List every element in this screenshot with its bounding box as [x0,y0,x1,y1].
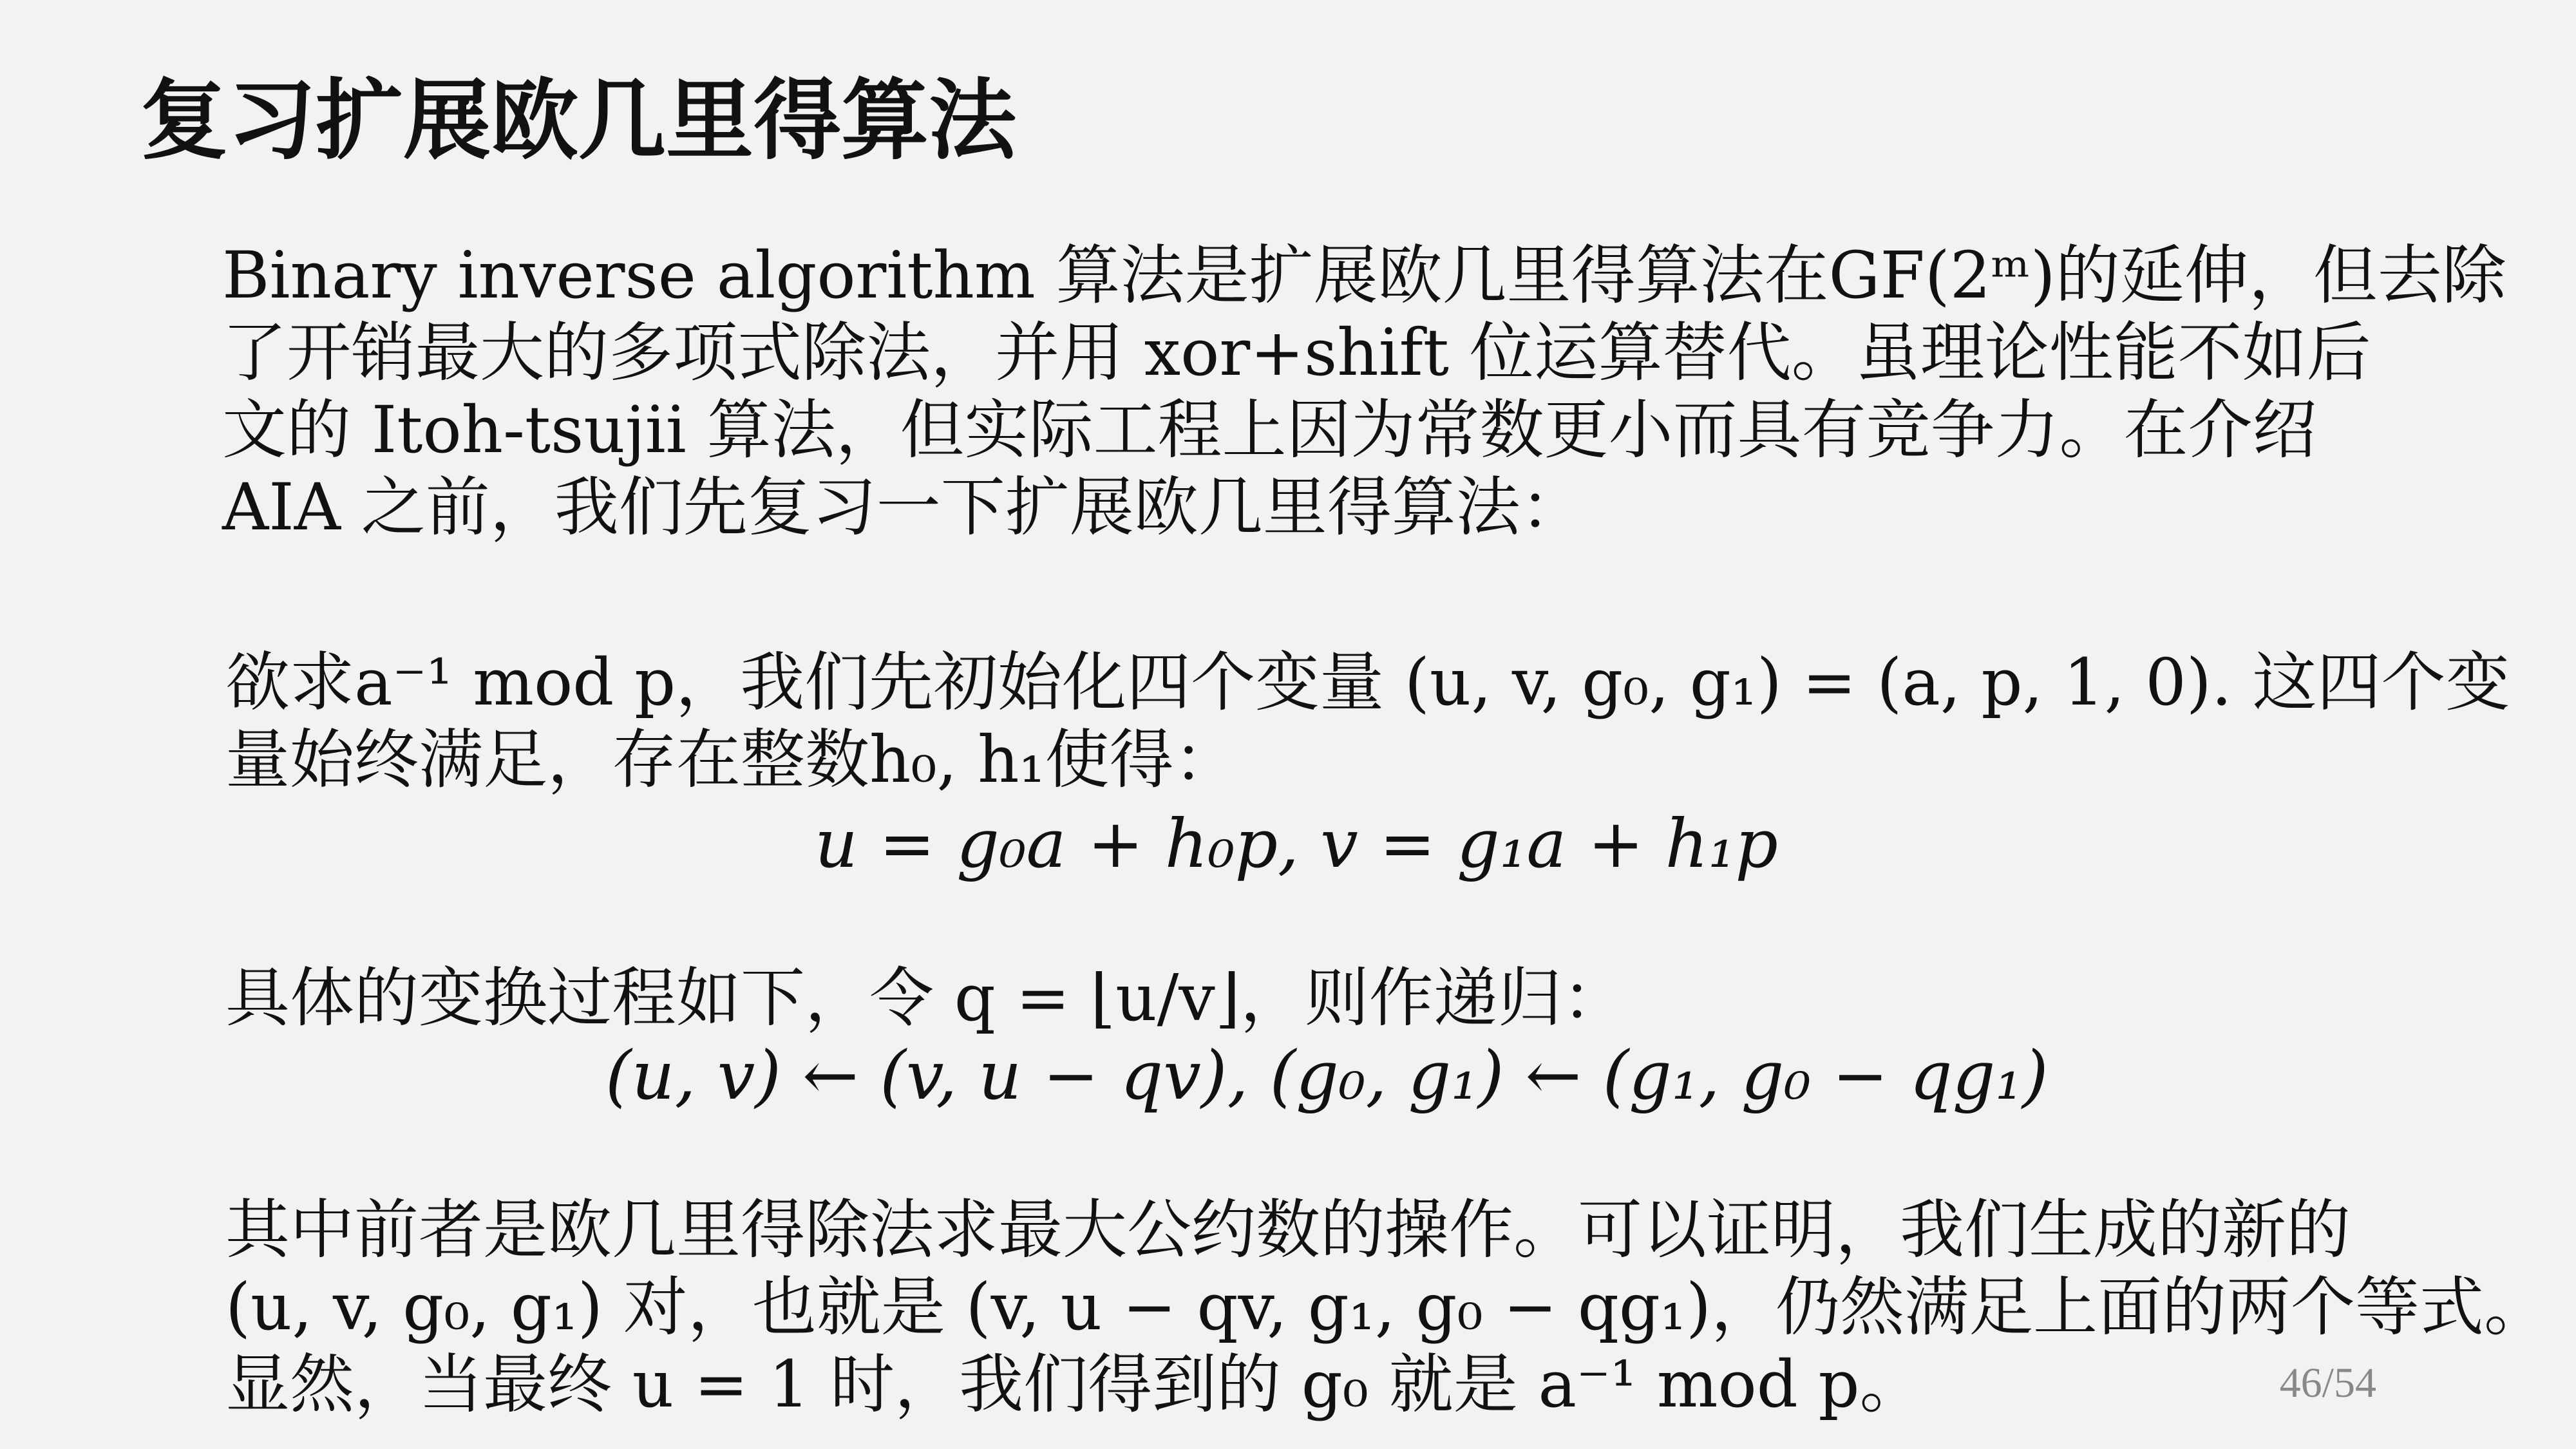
intro-paragraph [222,237,2506,546]
intro-line: 文的 Itoh-tsujii 算法，但实际工程上因为常数更小而具有竞争力。在介绍 [222,392,2317,468]
intro-line: Binary inverse algorithm 算法是扩展欧几里得算法在GF(2ᵐ)的延伸，但去除 [222,238,2506,313]
setup-line: 欲求a⁻¹ mod p，我们先初始化四个变量 (u, v, g₀, g₁) = (a, p, 1, 0). 这四个变 [225,645,2510,720]
intro-line: 了开销最大的多项式除法，并用 xor+shift 位运算替代。虽理论性能不如后 [222,315,2371,390]
invariant-equation: u = g₀a + h₀p, v = g₁a + h₁p [815,804,1778,883]
recursion-equation: (u, v) ← (v, u − qv), (g₀, g₁) ← (g₁, g₀ − qg₁) [605,1036,2049,1115]
conclusion-paragraph [225,1191,2548,1423]
page-number: 46/54 [2279,1359,2376,1406]
recursion-paragraph [225,960,1627,1037]
conclusion-line: (u, v, g₀, g₁) 对，也就是 (v, u − qv, g₁, g₀ − qg₁)，仍然满足上面的两个等式。 [225,1269,2549,1345]
setup-line: 量始终满足，存在整数h₀, h₁使得： [225,722,1238,797]
recursion-intro: 具体的变换过程如下，令 q = ⌊u/v⌋，则作递归： [225,960,1627,1036]
intro-line: AIA 之前，我们先复习一下扩展欧几里得算法： [222,469,1585,545]
setup-paragraph [225,644,2510,799]
slide-title: 复习扩展欧几里得算法 [140,70,1016,172]
conclusion-line: 显然，当最终 u = 1 时，我们得到的 g₀ 就是 a⁻¹ mod p。 [225,1347,1924,1422]
conclusion-line: 其中前者是欧几里得除法求最大公约数的操作。可以证明，我们生成的新的 [225,1192,2351,1267]
